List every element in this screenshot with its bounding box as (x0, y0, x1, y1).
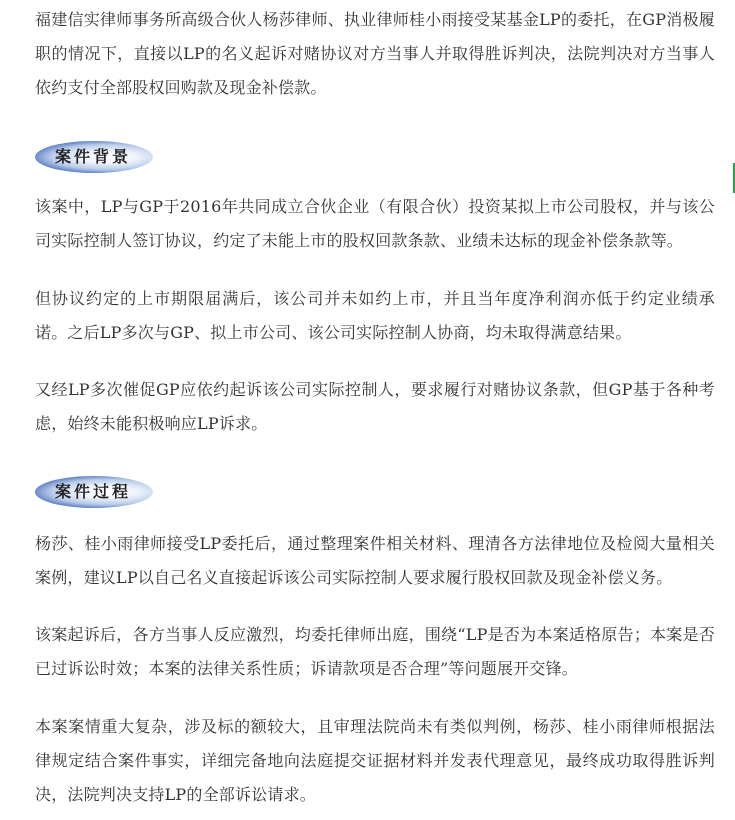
section-title-process: 案件过程 (55, 482, 132, 501)
background-paragraph-3: 又经LP多次催促GP应依约起诉该公司实际控制人，要求履行对赌协议条款，但GP基于各种考虑，始终未能积极响应LP诉求。 (35, 380, 715, 433)
process-paragraph-1: 杨莎、桂小雨律师接受LP委托后，通过整理案件相关材料、理清各方法律地位及检阅大量相关案例，建议LP以自己名义直接起诉该公司实际控制人要求履行股权回款及现金补偿义务。 (35, 534, 715, 587)
background-paragraph-2: 但协议约定的上市期限届满后，该公司并未如约上市，并且当年度净利润亦低于约定业绩承诺。之后LP多次与GP、拟上市公司、该公司实际控制人协商，均未取得满意结果。 (35, 289, 715, 342)
background-paragraph-1: 该案中，LP与GP于2016年共同成立合伙企业（有限合伙）投资某拟上市公司股权，并与该公司实际控制人签订协议，约定了未能上市的股权回款条款、业绩未达标的现金补偿条款等。 (35, 197, 715, 250)
process-paragraph-2: 该案起诉后，各方当事人反应激烈，均委托律师出庭，围绕“LP是否为本案适格原告；本案是否已过诉讼时效；本案的法律关系性质；诉请款项是否合理”等问题展开交锋。 (35, 625, 715, 678)
section-header-process (35, 472, 235, 512)
process-paragraph-3: 本案案情重大复杂，涉及标的额较大，且审理法院尚未有类似判例，杨莎、桂小雨律师根据法律规定结合案件事实，详细完备地向法庭提交证据材料并发表代理意见，最终成功取得胜诉判决，法院判决支持LP的全部诉讼请求。 (35, 717, 715, 804)
section-header-background (35, 137, 235, 177)
intro-paragraph: 福建信实律师事务所高级合伙人杨莎律师、执业律师桂小雨接受某基金LP的委托，在GP消极履职的情况下，直接以LP的名义起诉对赌协议对方当事人并取得胜诉判决，法院判决对方当事人依约支付全部股权回购款及现金补偿款。 (35, 10, 715, 97)
section-title-background: 案件背景 (55, 147, 132, 166)
